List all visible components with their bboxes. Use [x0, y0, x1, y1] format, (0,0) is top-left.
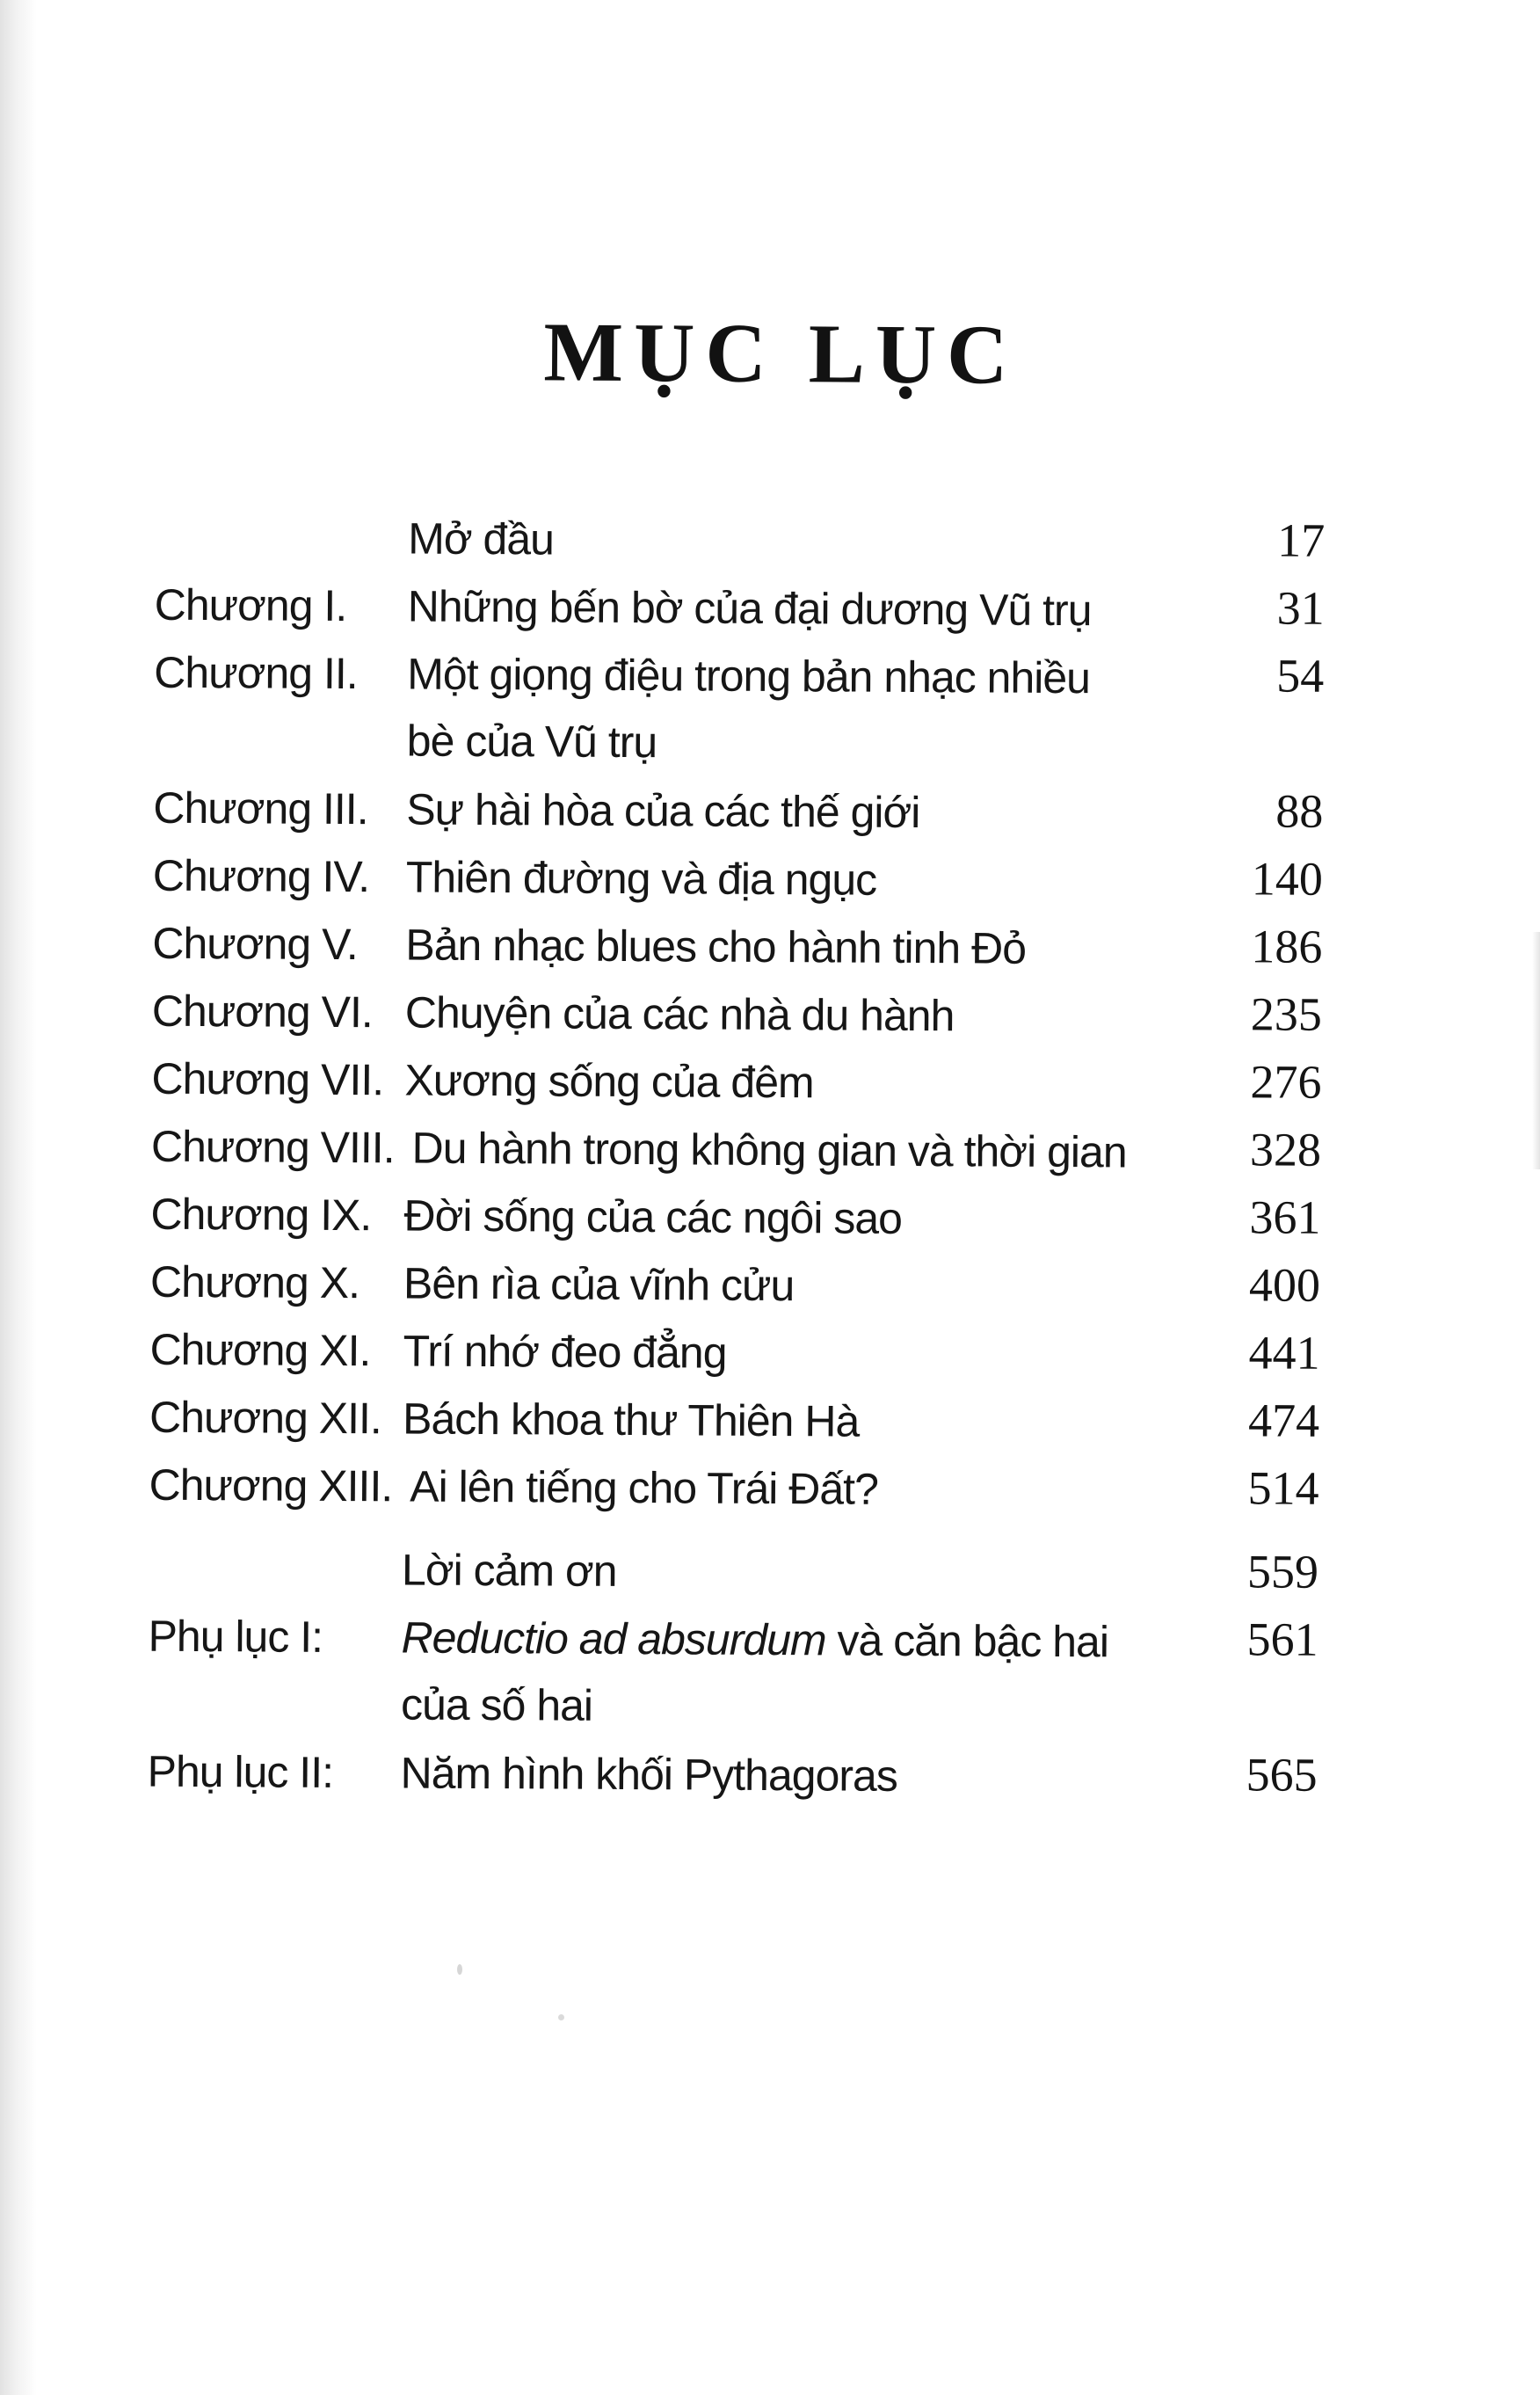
- entry-title: Bách khoa thư Thiên Hà: [402, 1394, 860, 1446]
- entry-title: Lời cảm ơn: [401, 1545, 617, 1596]
- page-title: MỤC LỤC: [543, 304, 1019, 402]
- entry-page-number: 514: [1247, 1461, 1319, 1515]
- entry-page-number: 441: [1248, 1326, 1320, 1379]
- toc-entry: [0, 1601, 1537, 1678]
- entry-page-number: 361: [1249, 1190, 1321, 1244]
- entry-label: Chương IX.: [150, 1189, 372, 1241]
- dust-speck: [457, 1964, 462, 1975]
- entry-label: Chương XI.: [149, 1324, 371, 1376]
- entry-label: Chương V.: [152, 918, 358, 970]
- entry-page-number: 88: [1275, 784, 1324, 838]
- entry-page-number: 474: [1247, 1394, 1320, 1447]
- entry-page-number: 561: [1246, 1612, 1318, 1666]
- entry-title: Du hành trong không gian và thời gian: [411, 1123, 1127, 1177]
- entry-label: Chương VII.: [151, 1053, 384, 1105]
- entry-title: Năm hình khối Pythagoras: [400, 1748, 897, 1801]
- entry-label: Chương III.: [153, 783, 368, 834]
- entry-label: Chương XII.: [149, 1392, 381, 1444]
- entry-title: Trí nhớ đeo đẳng: [403, 1326, 727, 1378]
- entry-title: Một giọng điệu trong bản nhạc nhiều: [407, 649, 1091, 703]
- entry-label: Chương II.: [154, 647, 358, 699]
- dust-speck: [558, 2014, 564, 2020]
- entry-page-number: 140: [1251, 852, 1324, 906]
- entry-page-number: 235: [1250, 987, 1323, 1041]
- entry-label: [149, 1583, 402, 1585]
- toc-entry: [2, 773, 1540, 850]
- entry-label: Chương VI.: [151, 986, 373, 1037]
- entry-page-number: 54: [1276, 649, 1325, 702]
- entry-label: [155, 552, 408, 554]
- toc-entry: [0, 1179, 1540, 1256]
- entry-page-number: 31: [1276, 581, 1325, 635]
- entry-page-number: 17: [1277, 513, 1326, 567]
- toc-wrap-row: [0, 1669, 1536, 1746]
- entry-label: Phụ lục I:: [148, 1611, 323, 1662]
- toc: [0, 502, 1540, 1814]
- toc-entry: [0, 1450, 1538, 1527]
- entry-title: Mở đầu: [408, 513, 555, 564]
- toc-entry: [2, 841, 1540, 918]
- entry-label: [148, 1718, 401, 1720]
- entry-page-number: 559: [1246, 1545, 1319, 1598]
- entry-title: Bên rìa của vĩnh cửu: [403, 1258, 795, 1311]
- entry-page-number: 276: [1250, 1055, 1322, 1109]
- entry-title: bè của Vũ trụ: [406, 716, 657, 768]
- entry-title: Chuyện của các nhà du hành: [404, 987, 955, 1041]
- toc-entry: [3, 570, 1540, 647]
- entry-label: Chương XIII.: [149, 1460, 393, 1511]
- entry-title: Những bến bờ của đại dương Vũ trụ: [407, 581, 1092, 636]
- toc-entry: [0, 1111, 1540, 1189]
- toc-entry: [3, 637, 1540, 715]
- entry-page-number: 565: [1246, 1748, 1318, 1802]
- entry-label: Chương X.: [149, 1256, 360, 1308]
- entry-title: của số hai: [400, 1679, 593, 1730]
- entry-title: Reductio ad absurdum và căn bậc hai: [401, 1612, 1109, 1667]
- entry-page-number: 400: [1248, 1258, 1321, 1312]
- toc-entry: [1, 908, 1540, 986]
- entry-label: Chương I.: [154, 579, 347, 631]
- toc-entry: [0, 1247, 1539, 1324]
- entry-label: [154, 754, 407, 756]
- entry-label: Phụ lục II:: [147, 1746, 334, 1797]
- toc-entry: [0, 1382, 1538, 1460]
- toc-entry: [0, 1044, 1540, 1121]
- entry-title: Bản nhạc blues cho hành tinh Đỏ: [405, 920, 1027, 973]
- toc-entry: [0, 1314, 1539, 1392]
- entry-title: Sự hài hòa của các thế giới: [406, 784, 920, 838]
- entry-title: Ai lên tiếng cho Trái Đất?: [410, 1461, 879, 1514]
- entry-page-number: 186: [1251, 920, 1323, 973]
- toc-entry: [0, 1736, 1536, 1814]
- entry-title: Thiên đường và địa ngục: [405, 852, 877, 905]
- entry-label: Chương VIII.: [150, 1121, 395, 1173]
- toc-entry: [4, 502, 1540, 579]
- entry-page-number: 328: [1249, 1123, 1322, 1176]
- entry-title: Xương sống của đêm: [404, 1055, 814, 1108]
- entry-title: Đời sống của các ngôi sao: [403, 1190, 903, 1243]
- toc-wrap-row: [3, 705, 1540, 783]
- entry-label: Chương IV.: [152, 850, 370, 902]
- toc-entry: [0, 1533, 1537, 1611]
- toc-entry: [1, 976, 1540, 1053]
